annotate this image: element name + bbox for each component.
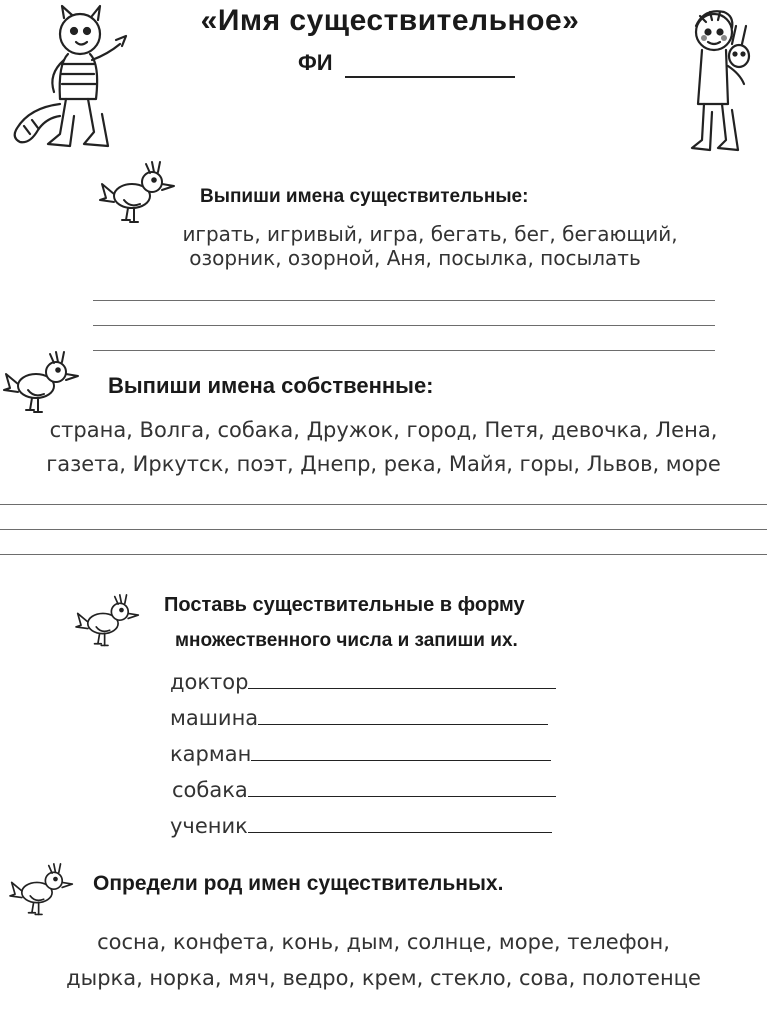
task1-words-line1: играть, игривый, игра, бегать, бег, бегающий, [182,222,678,246]
task4-words-line2: дырка, норка, мяч, ведро, крем, стекло, сова, полотенце [66,966,701,990]
task3-answer-line[interactable] [248,795,556,797]
task4-words-line1: сосна, конфета, конь, дым, солнце, море, телефон, [97,930,670,954]
task3-answer-line[interactable] [248,831,552,833]
task2-words-line2: газета, Иркутск, поэт, Днепр, река, Майя, горы, Львов, море [46,452,721,476]
task3-item-word: ученик [170,814,248,838]
task3-item-word: собака [172,778,248,802]
fio-label: ФИ [298,50,333,75]
bird-icon [76,590,140,652]
task2-answer-line[interactable] [0,504,767,505]
task3-item-row [170,814,552,838]
task3-item-row [170,706,548,730]
page-title: «Имя существительное» [200,4,580,37]
task1-answer-line[interactable] [93,300,715,301]
bird-icon [4,350,80,416]
task1-heading: Выпиши имена существительные: [200,186,529,207]
task3-item-word: доктор [170,670,249,694]
task2-answer-line[interactable] [0,529,767,530]
task4-heading: Определи род имен существительных. [93,872,504,895]
task3-answer-line[interactable] [248,687,556,689]
task2-answer-line[interactable] [0,554,767,555]
bird-icon [100,160,176,226]
task1-answer-line[interactable] [93,350,715,351]
task3-item-word: карман [170,742,252,766]
task3-item-word: машина [170,706,259,730]
task3-item-row [172,778,556,802]
task3-heading-line2: множественного числа и запиши их. [175,630,518,651]
task1-words-line2: озорник, озорной, Аня, посылка, посылать [189,246,641,270]
task2-words-line1: страна, Волга, собака, Дружок, город, Петя, девочка, Лена, [49,418,718,442]
fio-answer-line[interactable] [345,76,515,78]
task3-answer-line[interactable] [258,723,548,725]
task3-item-row [170,670,556,694]
task3-item-row [170,742,551,766]
cat-cartoon-icon [8,4,136,156]
task2-heading: Выпиши имена собственные: [108,373,434,398]
bird-icon [10,860,74,920]
task1-answer-line[interactable] [93,325,715,326]
boy-with-bunny-icon [684,4,764,156]
task3-answer-line[interactable] [251,759,551,761]
task3-heading-line1: Поставь существительные в форму [164,594,525,616]
